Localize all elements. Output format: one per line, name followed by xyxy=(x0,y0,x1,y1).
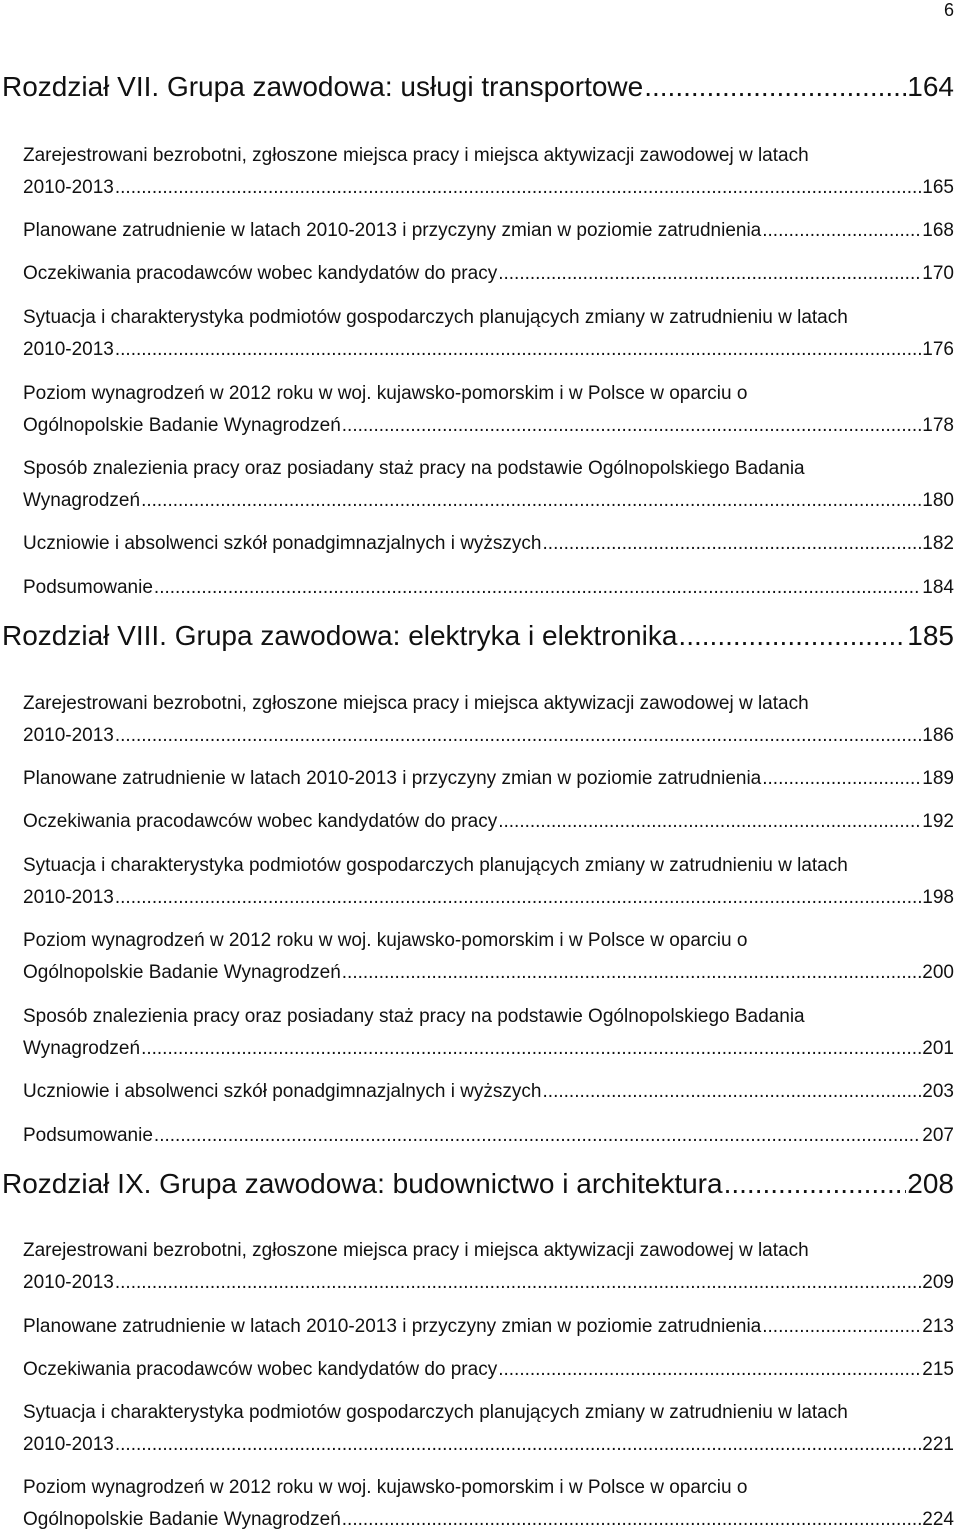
toc-entry-title-line: Zarejestrowani bezrobotni, zgłoszone miejsca pracy i miejsca aktywizacji zawodowej w latach xyxy=(23,145,809,166)
toc-section-entry[interactable] xyxy=(23,378,954,442)
toc-section-entry[interactable] xyxy=(23,1397,954,1461)
toc-entry-line xyxy=(23,1267,954,1299)
toc-entry-title-line: Zarejestrowani bezrobotni, zgłoszone miejsca pracy i miejsca aktywizacji zawodowej w latach xyxy=(23,693,809,714)
toc-chapter-entry[interactable] xyxy=(2,71,954,103)
toc-section-entry[interactable] xyxy=(23,806,954,838)
toc-entry-title: Rozdział VII. Grupa zawodowa: usługi transportowe xyxy=(2,71,644,102)
toc-entry-title: Ogólnopolskie Badanie Wynagrodzeń xyxy=(23,1509,341,1530)
toc-page-number: 182 xyxy=(922,533,954,554)
toc-entry-title: Uczniowie i absolwenci szkół ponadgimnazjalnych i wyższych xyxy=(23,533,542,554)
toc-entry-title: Ogólnopolskie Badanie Wynagrodzeń xyxy=(23,415,341,436)
toc-entry-line xyxy=(23,334,954,366)
toc-page-number: 168 xyxy=(922,220,954,241)
toc-page-number: 165 xyxy=(922,177,954,198)
dot-leader xyxy=(762,1311,921,1343)
toc-entry-title-line: Zarejestrowani bezrobotni, zgłoszone miejsca pracy i miejsca aktywizacji zawodowej w latach xyxy=(23,1240,809,1261)
toc-entry-line xyxy=(23,957,954,989)
toc-entry-title-line: Sytuacja i charakterystyka podmiotów gospodarczych planujących zmiany w zatrudnieniu w latach xyxy=(23,1402,848,1423)
dot-leader xyxy=(115,1429,921,1461)
toc-page-number: 186 xyxy=(922,725,954,746)
dot-leader xyxy=(141,485,921,517)
toc-entry-title: 2010-2013 xyxy=(23,177,114,198)
toc-section-entry[interactable] xyxy=(23,850,954,914)
toc-page-number: 170 xyxy=(922,263,954,284)
toc-section-entry[interactable] xyxy=(23,258,954,290)
dot-leader xyxy=(115,720,921,752)
toc-entry-line xyxy=(23,806,954,838)
toc-entry-title: 2010-2013 xyxy=(23,725,114,746)
dot-leader xyxy=(543,1076,922,1108)
toc-entry-title: Podsumowanie xyxy=(23,1125,153,1146)
toc-section-entry[interactable] xyxy=(23,925,954,989)
toc-page-number: 176 xyxy=(922,339,954,360)
toc-page-number: 209 xyxy=(922,1272,954,1293)
toc-section-entry[interactable] xyxy=(23,215,954,247)
toc-section-entry[interactable] xyxy=(23,1472,954,1536)
toc-entry-title: Planowane zatrudnienie w latach 2010-2013 i przyczyny zmian w poziomie zatrudnienia xyxy=(23,220,762,241)
toc-entry-title: Rozdział IX. Grupa zawodowa: budownictwo i architektura xyxy=(2,1168,723,1199)
toc-entry-line xyxy=(23,720,954,752)
toc-page-number: 207 xyxy=(922,1125,954,1146)
dot-leader xyxy=(342,1504,922,1536)
toc-entry-line xyxy=(23,572,954,604)
dot-leader xyxy=(543,528,922,560)
toc-page-number: 189 xyxy=(922,768,954,789)
toc-entry-title: Oczekiwania pracodawców wobec kandydatów do pracy xyxy=(23,1359,498,1380)
toc-chapter-entry[interactable] xyxy=(2,620,954,652)
toc-page-number: 224 xyxy=(922,1509,954,1530)
dot-leader xyxy=(342,410,922,442)
dot-leader xyxy=(762,215,921,247)
dot-leader xyxy=(342,957,922,989)
toc-page-number: 198 xyxy=(922,887,954,908)
toc-entry-title-line: Sytuacja i charakterystyka podmiotów gospodarczych planujących zmiany w zatrudnieniu w latach xyxy=(23,855,848,876)
toc-entry-title-line: Poziom wynagrodzeń w 2012 roku w woj. kujawsko-pomorskim i w Polsce w oparciu o xyxy=(23,383,748,404)
dot-leader xyxy=(115,172,921,204)
toc-entry-line xyxy=(23,1033,954,1065)
toc-entry-line xyxy=(23,1311,954,1343)
toc-entry-title-line: Poziom wynagrodzeń w 2012 roku w woj. kujawsko-pomorskim i w Polsce w oparciu o xyxy=(23,930,748,951)
toc-entry-title: Planowane zatrudnienie w latach 2010-2013 i przyczyny zmian w poziomie zatrudnienia xyxy=(23,1316,762,1337)
toc-entry-line xyxy=(23,763,954,795)
toc-entry-line xyxy=(23,1429,954,1461)
toc-entry-title: Oczekiwania pracodawców wobec kandydatów do pracy xyxy=(23,263,498,284)
toc-section-entry[interactable] xyxy=(23,763,954,795)
toc-page-number: 203 xyxy=(922,1081,954,1102)
toc-page-number: 192 xyxy=(922,811,954,832)
toc-entry-title: Oczekiwania pracodawców wobec kandydatów do pracy xyxy=(23,811,498,832)
toc-entry-title: Planowane zatrudnienie w latach 2010-2013 i przyczyny zmian w poziomie zatrudnienia xyxy=(23,768,762,789)
toc-entry-line xyxy=(23,485,954,517)
dot-leader xyxy=(498,806,921,838)
toc-entry-title-line: Poziom wynagrodzeń w 2012 roku w woj. kujawsko-pomorskim i w Polsce w oparciu o xyxy=(23,1477,748,1498)
toc-entry-title: 2010-2013 xyxy=(23,1434,114,1455)
toc-section-entry[interactable] xyxy=(23,1235,954,1299)
dot-leader xyxy=(498,258,921,290)
toc-entry-title: Podsumowanie xyxy=(23,577,153,598)
toc-entry-line xyxy=(23,528,954,560)
toc-section-entry[interactable] xyxy=(23,1354,954,1386)
toc-entry-line xyxy=(23,1504,954,1536)
toc-entry-title-line: Sposób znalezienia pracy oraz posiadany staż pracy na podstawie Ogólnopolskiego Badania xyxy=(23,458,805,479)
toc-page-number: 213 xyxy=(922,1316,954,1337)
toc-entry-title: Ogólnopolskie Badanie Wynagrodzeń xyxy=(23,962,341,983)
toc-page-number: 184 xyxy=(922,577,954,598)
toc-entry-line xyxy=(23,1076,954,1108)
toc-entry-line xyxy=(23,215,954,247)
toc-section-entry[interactable] xyxy=(23,1001,954,1065)
dot-leader xyxy=(154,1120,921,1152)
toc-page-number: 200 xyxy=(922,962,954,983)
toc-section-entry[interactable] xyxy=(23,302,954,366)
toc-page-number: 215 xyxy=(922,1359,954,1380)
toc-entry-title-line: Sytuacja i charakterystyka podmiotów gospodarczych planujących zmiany w zatrudnieniu w latach xyxy=(23,307,848,328)
toc-entry-line xyxy=(23,882,954,914)
toc-entry-line xyxy=(2,1168,954,1200)
toc-page-number: 178 xyxy=(922,415,954,436)
toc-entry-title: 2010-2013 xyxy=(23,1272,114,1293)
toc-entry-title-line: Sposób znalezienia pracy oraz posiadany staż pracy na podstawie Ogólnopolskiego Badania xyxy=(23,1006,805,1027)
dot-leader xyxy=(724,1168,907,1200)
toc-entry-title: Wynagrodzeń xyxy=(23,490,141,511)
dot-leader xyxy=(115,882,921,914)
dot-leader xyxy=(154,572,921,604)
toc-chapter-entry[interactable] xyxy=(2,1168,954,1200)
toc-entry-line xyxy=(2,71,954,103)
toc-section-entry[interactable] xyxy=(23,1311,954,1343)
dot-leader xyxy=(762,763,921,795)
toc-section-entry[interactable] xyxy=(23,1076,954,1108)
dot-leader xyxy=(644,71,906,103)
toc-entry-line xyxy=(23,258,954,290)
toc-entry-title: Uczniowie i absolwenci szkół ponadgimnazjalnych i wyższych xyxy=(23,1081,542,1102)
toc-page-number: 164 xyxy=(907,71,954,102)
toc-page-number: 221 xyxy=(922,1434,954,1455)
dot-leader xyxy=(498,1354,921,1386)
toc-entry-title: 2010-2013 xyxy=(23,339,114,360)
toc-entry-title: 2010-2013 xyxy=(23,887,114,908)
toc-entry-line xyxy=(23,172,954,204)
toc-page-number: 201 xyxy=(922,1038,954,1059)
toc-entry-line xyxy=(23,410,954,442)
toc-entry-title: Rozdział VIII. Grupa zawodowa: elektryka i elektronika xyxy=(2,620,678,651)
toc-page-number: 208 xyxy=(907,1168,954,1199)
toc-page-number: 180 xyxy=(922,490,954,511)
dot-leader xyxy=(115,1267,921,1299)
toc-entry-line xyxy=(2,620,954,652)
toc-section-entry[interactable] xyxy=(23,140,954,204)
dot-leader xyxy=(678,620,906,652)
toc-section-entry[interactable] xyxy=(23,688,954,752)
toc-entry-line xyxy=(23,1120,954,1152)
toc-page-number: 185 xyxy=(907,620,954,651)
page-number: 6 xyxy=(943,0,954,20)
toc-section-entry[interactable] xyxy=(23,528,954,560)
toc-entry-line xyxy=(23,1354,954,1386)
dot-leader xyxy=(115,334,921,366)
dot-leader xyxy=(141,1033,921,1065)
toc-section-entry[interactable] xyxy=(23,1120,954,1152)
toc-section-entry[interactable] xyxy=(23,572,954,604)
toc-entry-title: Wynagrodzeń xyxy=(23,1038,141,1059)
toc-section-entry[interactable] xyxy=(23,453,954,517)
